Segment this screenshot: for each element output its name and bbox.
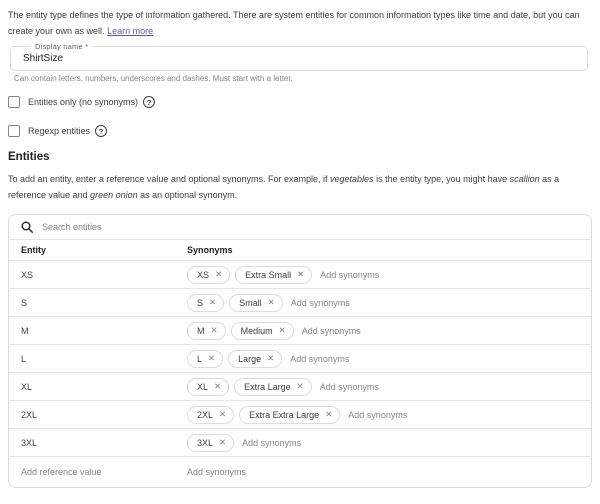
chip-remove-icon[interactable]: ✕ bbox=[215, 269, 223, 280]
table-row bbox=[9, 317, 591, 345]
add-synonyms-input[interactable]: Add synonyms bbox=[290, 353, 350, 364]
add-synonyms-input[interactable]: Add synonyms bbox=[290, 297, 350, 308]
learn-more-link[interactable]: Learn more bbox=[107, 25, 154, 36]
synonym-chip-label: Large bbox=[238, 353, 262, 364]
intro-text-body: The entity type defines the type of information gathered. There are system entities for common information types like time and date, but you can create your own as well. bbox=[8, 10, 580, 36]
chip-remove-icon[interactable]: ✕ bbox=[208, 353, 216, 364]
search-row bbox=[9, 215, 591, 240]
synonym-chip[interactable] bbox=[187, 406, 234, 424]
description-text: To add an entity, enter a reference value and optional synonyms. For example, if bbox=[8, 174, 331, 184]
synonym-chip-label: L bbox=[197, 353, 203, 364]
synonym-chip[interactable] bbox=[187, 434, 234, 452]
entities-table bbox=[8, 214, 592, 488]
table-row bbox=[9, 261, 591, 289]
table-row bbox=[9, 289, 591, 317]
description-text: as a reference value and bbox=[8, 174, 560, 200]
synonym-chip[interactable] bbox=[239, 406, 340, 424]
chip-remove-icon[interactable]: ✕ bbox=[267, 353, 275, 364]
entity-value[interactable]: L bbox=[21, 353, 27, 364]
entity-value[interactable]: M bbox=[21, 325, 29, 336]
entity-value[interactable]: 3XL bbox=[21, 437, 38, 448]
chip-remove-icon[interactable]: ✕ bbox=[297, 269, 305, 280]
add-entity-row bbox=[9, 457, 591, 487]
synonyms-cell bbox=[187, 322, 591, 340]
chip-remove-icon[interactable]: ✕ bbox=[210, 325, 218, 336]
description-text: is the entity type, you might have bbox=[373, 174, 510, 184]
synonyms-cell bbox=[187, 350, 591, 368]
entity-value[interactable]: 2XL bbox=[21, 409, 38, 420]
table-row bbox=[9, 373, 591, 401]
synonyms-cell bbox=[187, 378, 591, 396]
add-synonyms-input[interactable]: Add synonyms bbox=[319, 381, 379, 392]
synonym-chip-label: 3XL bbox=[197, 437, 214, 448]
regexp-entities-option bbox=[8, 125, 592, 137]
add-synonyms-input[interactable]: Add synonyms bbox=[348, 409, 408, 420]
synonym-chip[interactable] bbox=[234, 378, 312, 396]
help-icon[interactable]: ? bbox=[143, 96, 155, 108]
regexp-entities-label[interactable]: Regexp entities bbox=[28, 126, 91, 136]
table-row bbox=[9, 345, 591, 373]
synonym-chip-label: XS bbox=[197, 269, 210, 280]
synonym-chip-label: S bbox=[197, 297, 204, 308]
table-row bbox=[9, 429, 591, 457]
entities-description bbox=[8, 172, 592, 203]
entity-value[interactable]: XS bbox=[21, 269, 34, 280]
synonym-chip-label: Extra Small bbox=[245, 269, 292, 280]
regexp-entities-checkbox[interactable] bbox=[8, 125, 20, 137]
chip-remove-icon[interactable]: ✕ bbox=[325, 409, 333, 420]
synonym-chip-label: M bbox=[197, 325, 205, 336]
entities-only-checkbox[interactable] bbox=[8, 96, 20, 108]
synonyms-cell bbox=[187, 266, 591, 284]
table-row bbox=[9, 401, 591, 429]
synonym-chip[interactable] bbox=[235, 266, 312, 284]
synonym-chip-label: 2XL bbox=[197, 409, 214, 420]
synonym-chip-label: Small bbox=[239, 297, 262, 308]
display-name-value: ShirtSize bbox=[23, 53, 64, 64]
display-name-helper: Can contain letters, numbers, underscores and dashes. Must start with a letter. bbox=[14, 74, 293, 83]
chip-remove-icon[interactable]: ✕ bbox=[214, 381, 222, 392]
add-synonyms-input[interactable]: Add synonyms bbox=[242, 437, 302, 448]
entity-value[interactable]: S bbox=[21, 297, 28, 308]
chip-remove-icon[interactable]: ✕ bbox=[278, 325, 286, 336]
synonym-chip[interactable] bbox=[187, 378, 229, 396]
synonym-chip[interactable] bbox=[231, 322, 294, 340]
synonyms-cell bbox=[187, 406, 591, 424]
synonym-chip-label: Extra Large bbox=[244, 381, 291, 392]
synonym-chip-label: Extra Extra Large bbox=[249, 409, 320, 420]
add-synonyms-input[interactable]: Add synonyms bbox=[301, 325, 361, 336]
entity-column-header: Entity bbox=[21, 245, 47, 255]
synonym-chip[interactable] bbox=[228, 350, 282, 368]
description-italic-term: vegetables bbox=[330, 174, 374, 184]
chip-remove-icon[interactable]: ✕ bbox=[219, 437, 227, 448]
chip-remove-icon[interactable]: ✕ bbox=[209, 297, 217, 308]
entities-only-label[interactable]: Entities only (no synonyms) bbox=[28, 97, 139, 107]
add-synonyms-input[interactable]: Add synonyms bbox=[320, 269, 380, 280]
description-italic-term: scallion bbox=[509, 174, 540, 184]
display-name-field[interactable] bbox=[10, 42, 588, 71]
search-icon bbox=[21, 221, 33, 233]
chip-remove-icon[interactable]: ✕ bbox=[219, 409, 227, 420]
description-text: as an optional synonym. bbox=[137, 189, 238, 200]
chip-remove-icon[interactable]: ✕ bbox=[296, 381, 304, 392]
display-name-label: Display name * bbox=[31, 42, 92, 51]
synonyms-column-header: Synonyms bbox=[187, 245, 233, 255]
synonym-chip[interactable] bbox=[187, 266, 230, 284]
help-icon[interactable]: ? bbox=[95, 125, 107, 137]
entity-value[interactable]: XL bbox=[21, 381, 33, 392]
table-rows bbox=[9, 261, 591, 457]
description-italic-term: green onion bbox=[90, 189, 138, 200]
synonym-chip[interactable] bbox=[187, 294, 224, 312]
synonym-chip[interactable] bbox=[229, 294, 283, 312]
chip-remove-icon[interactable]: ✕ bbox=[267, 297, 275, 308]
synonyms-cell bbox=[187, 434, 591, 452]
synonym-chip-label: XL bbox=[197, 381, 209, 392]
synonym-chip[interactable] bbox=[187, 350, 223, 368]
add-synonyms-input[interactable]: Add synonyms bbox=[187, 467, 247, 477]
add-reference-value-input[interactable]: Add reference value bbox=[21, 467, 102, 477]
entities-only-option bbox=[8, 96, 592, 108]
synonyms-cell bbox=[187, 294, 591, 312]
search-input[interactable] bbox=[42, 222, 579, 232]
entities-heading: Entities bbox=[8, 151, 50, 163]
synonym-chip[interactable] bbox=[187, 322, 226, 340]
table-header bbox=[9, 240, 591, 261]
synonym-chip-label: Medium bbox=[240, 325, 273, 336]
intro-text bbox=[8, 0, 592, 39]
